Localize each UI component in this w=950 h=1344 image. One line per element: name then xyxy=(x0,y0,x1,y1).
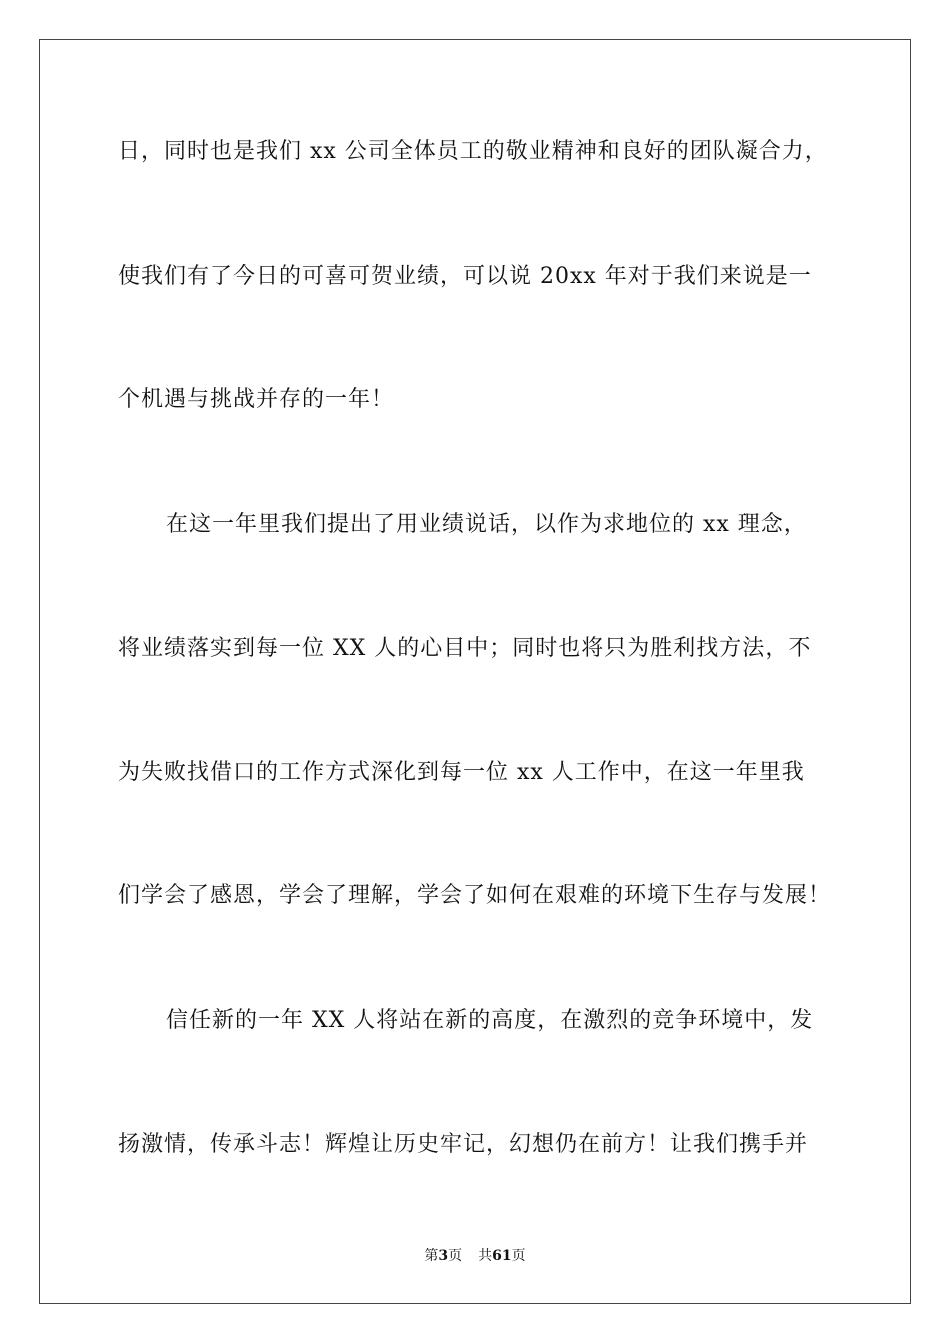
page-label-prefix: 第 xyxy=(424,1248,439,1264)
total-label-prefix: 共 xyxy=(478,1248,493,1264)
total-label-suffix: 页 xyxy=(511,1248,526,1264)
paragraph-line: 将业绩落实到每一位 XX 人的心目中；同时也将只为胜利找方法，不 xyxy=(118,636,812,661)
paragraph-line-indented: 信任新的一年 XX 人将站在新的高度，在激烈的竞争环境中，发 xyxy=(166,1008,814,1033)
page-footer xyxy=(0,1247,950,1265)
total-pages: 61 xyxy=(492,1248,512,1264)
page-number: 3 xyxy=(438,1248,449,1264)
paragraph-line: 扬激情，传承斗志！辉煌让历史牢记，幻想仍在前方！让我们携手并 xyxy=(118,1132,809,1157)
page-label-suffix: 页 xyxy=(448,1248,463,1264)
paragraph-line: 们学会了感恩，学会了理解，学会了如何在艰难的环境下生存与发展！ xyxy=(118,883,832,908)
paragraph-line: 为失败找借口的工作方式深化到每一位 xx 人工作中，在这一年里我 xyxy=(118,760,805,785)
paragraph-line: 使我们有了今日的可喜可贺业绩，可以说 20xx 年对于我们来说是一 xyxy=(118,264,812,289)
paragraph-line-indented: 在这一年里我们提出了用业绩说话，以作为求地位的 xx 理念， xyxy=(166,512,807,537)
page-border xyxy=(39,39,911,1304)
paragraph-line: 日，同时也是我们 xx 公司全体员工的敬业精神和良好的团队凝合力， xyxy=(118,139,828,164)
paragraph-line: 个机遇与挑战并存的一年！ xyxy=(118,387,395,412)
